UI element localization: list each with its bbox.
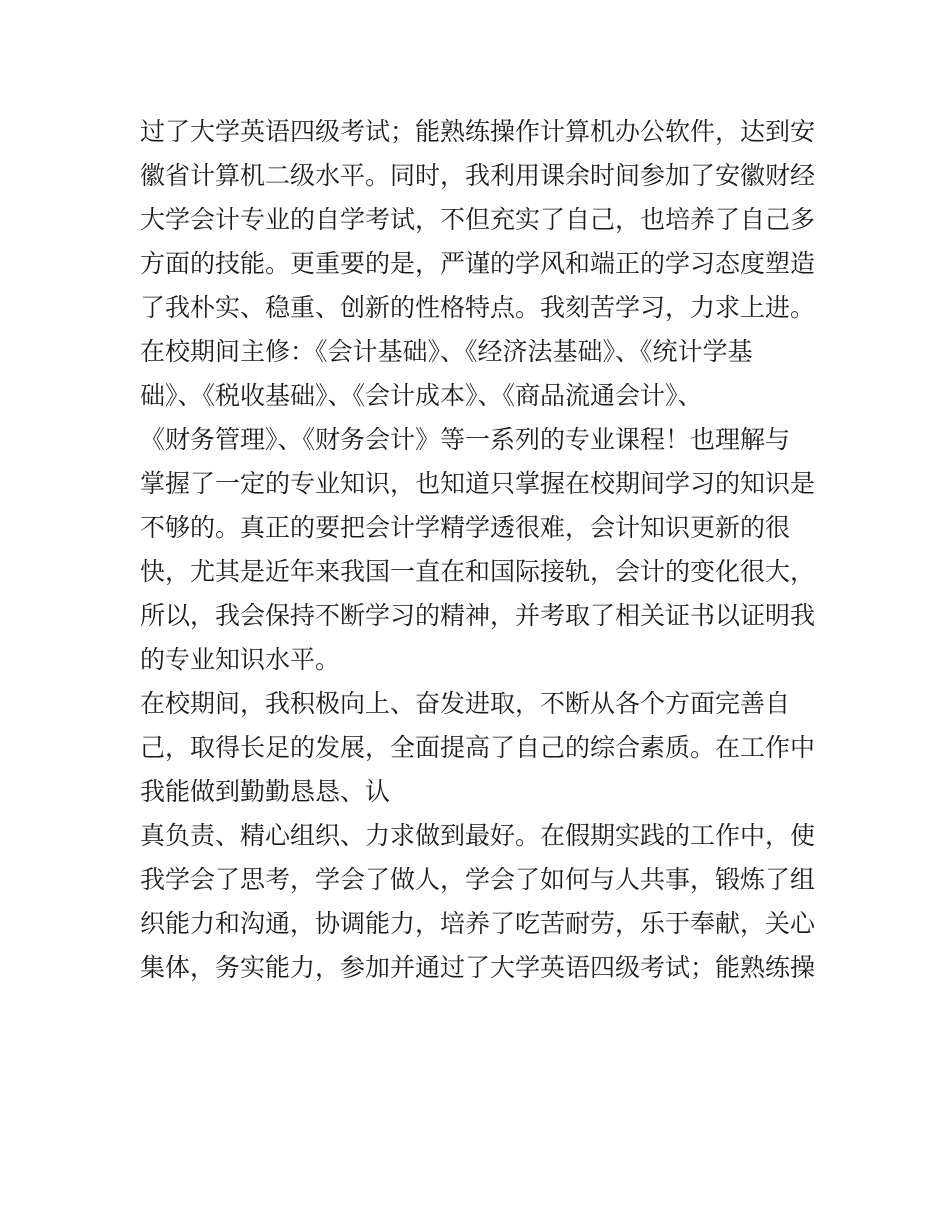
text-line-19: 织能力和沟通，协调能力，培养了吃苦耐劳，乐于奉献，关心	[140, 909, 816, 938]
text-line-5: 了我朴实、稳重、创新的性格特点。我刻苦学习，力求上进。	[140, 293, 816, 322]
document-body	[140, 110, 820, 990]
text-line-17: 真负责、精心组织、力求做到最好。在假期实践的工作中，使	[140, 821, 816, 850]
text-line-15: 己，取得长足的发展，全面提高了自己的综合素质。在工作中	[140, 733, 816, 762]
text-line-3: 大学会计专业的自学考试，不但充实了自己，也培养了自己多	[140, 205, 816, 234]
text-line-12: 所以，我会保持不断学习的精神，并考取了相关证书以证明我	[140, 601, 816, 630]
text-line-11: 快，尤其是近年来我国一直在和国际接轨，会计的变化很大，	[140, 557, 816, 586]
text-line-16: 我能做到勤勤恳恳、认	[140, 777, 391, 806]
text-line-4: 方面的技能。更重要的是，严谨的学风和端正的学习态度塑造	[140, 249, 816, 278]
text-line-18: 我学会了思考，学会了做人，学会了如何与人共事，锻炼了组	[140, 865, 816, 894]
text-line-9: 掌握了一定的专业知识，也知道只掌握在校期间学习的知识是	[140, 469, 816, 498]
text-line-20: 集体，务实能力，参加并通过了大学英语四级考试；能熟练操	[140, 953, 816, 982]
text-line-10: 不够的。真正的要把会计学精学透很难，会计知识更新的很	[140, 513, 791, 542]
text-line-7: 础》、《税收基础》、《会计成本》、《商品流通会计》、	[140, 381, 703, 410]
text-line-1: 过了大学英语四级考试；能熟练操作计算机办公软件，达到安	[140, 117, 816, 146]
text-line-2: 徽省计算机二级水平。同时，我利用课余时间参加了安徽财经	[140, 161, 816, 190]
text-line-14: 在校期间，我积极向上、奋发进取，不断从各个方面完善自	[140, 689, 791, 718]
text-line-6: 在校期间主修：《会计基础》、《经济法基础》、《统计学基	[140, 337, 753, 366]
text-line-13: 的专业知识水平。	[140, 645, 341, 674]
text-line-8: 《财务管理》、《财务会计》等一系列的专业课程！也理解与	[140, 425, 791, 454]
